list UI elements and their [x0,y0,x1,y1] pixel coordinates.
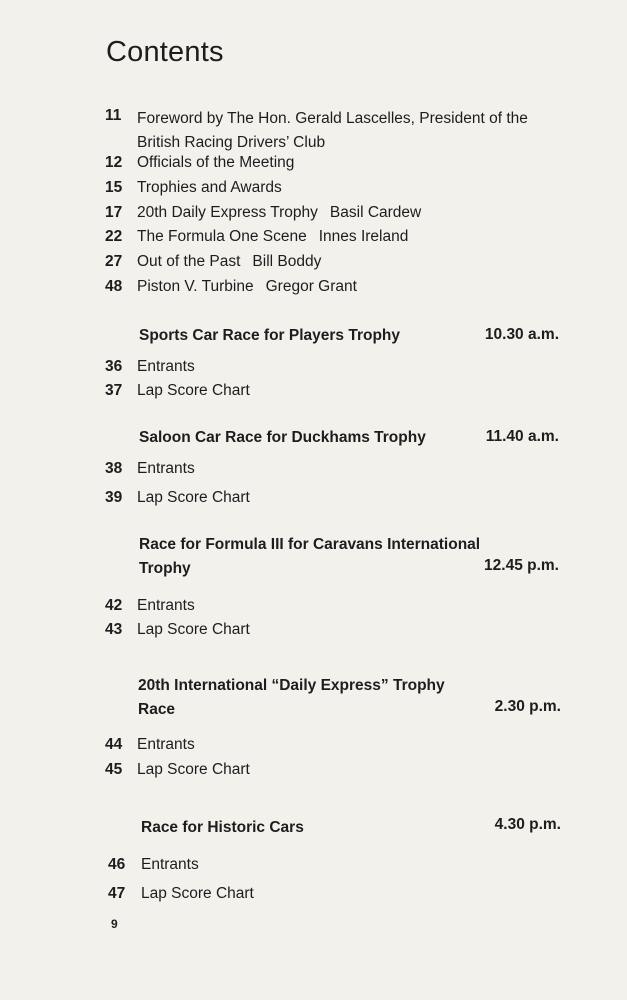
race-title [138,674,538,722]
toc-entry-title: Entrants [137,460,195,477]
toc-entry-title: Lap Score Chart [137,489,250,506]
race-time: 2.30 p.m. [494,698,561,715]
race-time: 11.40 a.m. [485,428,559,445]
toc-entry-title: Entrants [137,358,195,375]
toc-entry-title: The Formula One Scene [137,228,307,245]
toc-entry-title: Lap Score Chart [137,382,250,399]
toc-page-number: 15 [105,179,123,196]
toc-page-number: 46 [108,856,126,873]
toc-entry-line [137,253,321,271]
toc-entry-title: Lap Score Chart [137,621,250,638]
toc-entry-title: Entrants [141,856,199,873]
toc-entry-title: Lap Score Chart [137,761,250,778]
toc-page-number: 11 [105,107,122,124]
toc-entry-title: Entrants [137,736,195,753]
toc-entry-title: Lap Score Chart [141,885,254,902]
toc-page-number: 27 [105,253,123,270]
toc-entry-title: Out of the Past [137,253,241,270]
toc-entry-author: Gregor Grant [265,278,357,295]
toc-page-number: 47 [108,885,126,902]
race-time: 12.45 p.m. [484,557,559,574]
toc-page-number: 17 [105,204,123,221]
toc-page-number: 43 [105,621,123,638]
toc-entry-title: Foreword by The Hon. Gerald Lascelles, President of the British Racing Drivers’ Club [137,110,528,151]
toc-entry-line [137,278,357,296]
toc-page-number: 38 [105,460,123,477]
toc-entry-title: Entrants [137,597,195,614]
toc-page-number: 36 [105,358,123,375]
toc-entry-title: 20th Daily Express Trophy [137,204,318,221]
toc-entry-line [137,228,408,246]
toc-entry-author: Bill Boddy [252,253,322,270]
toc-entry-title: Officials of the Meeting [137,154,295,171]
race-title: Race for Historic Cars [141,819,304,836]
race-time: 4.30 p.m. [494,816,561,833]
page-number: 9 [111,917,118,931]
toc-entry-author: Basil Cardew [329,204,422,221]
toc-page-number: 48 [105,278,123,295]
toc-entry-author: Innes Ireland [318,228,409,245]
toc-page-number: 37 [105,382,123,399]
toc-entry-title: Piston V. Turbine [137,278,254,295]
toc-page-number: 22 [105,228,123,245]
toc-page-number: 45 [105,761,123,778]
race-title-line: Race for Formula III for Caravans International [139,536,481,553]
race-title [139,533,539,581]
toc-page-number: 12 [105,154,123,171]
race-title: Sports Car Race for Players Trophy [139,327,401,344]
toc-entry-line [137,204,421,222]
race-title-line: 20th International “Daily Express” Trophy [138,677,445,694]
race-time: 10.30 a.m. [484,326,559,343]
page-title: Contents [106,36,224,68]
race-title: Saloon Car Race for Duckhams Trophy [139,429,426,446]
toc-page-number: 42 [105,597,123,614]
toc-page-number: 44 [105,736,123,753]
race-title-line: Trophy [139,560,191,577]
race-title-line: Race [138,701,176,718]
toc-page-number: 39 [105,489,123,506]
toc-entry-title: Trophies and Awards [137,179,282,196]
